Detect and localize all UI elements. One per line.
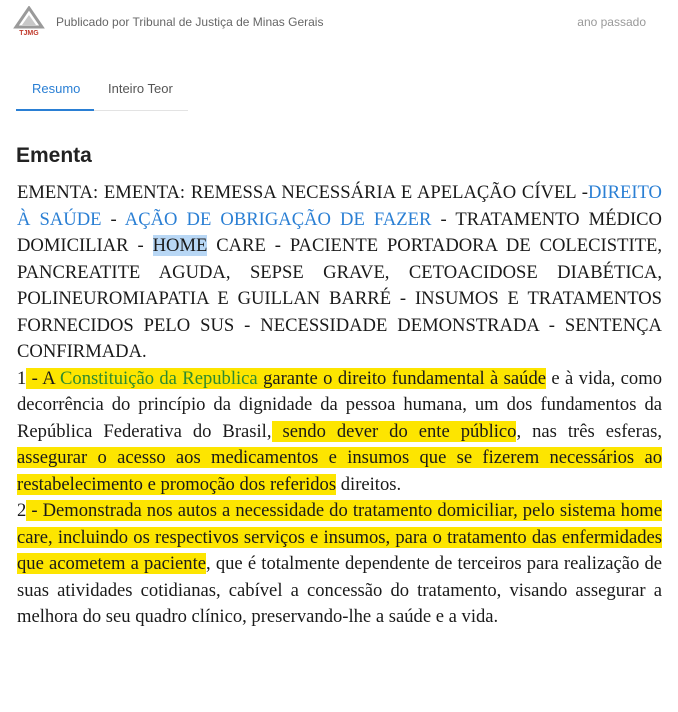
header [0,0,678,46]
svg-text:TJMG: TJMG [19,30,39,36]
tab-resumo[interactable]: Resumo [32,81,81,96]
highlight: sendo dever do ente público [271,420,517,442]
ementa-paragraph-1: 1 - A Constituição da Republica garante o direito fundamental à saúde e à vida, como decorrência do princípio da dignidade da pessoa humana, um dos fundamentos da República Federativa do Brasil, sendo dever do ente público, nas três esferas, assegurar o acesso aos medicamentos e insumos que se fizerem necessários ao restabelecimento e promoção dos referidos direitos. [17,367,662,495]
link-acao-de-obrigacao-de-fazer[interactable]: AÇÃO DE OBRIGAÇÃO DE FAZER [124,208,432,230]
tab-inteiro-teor[interactable]: Inteiro Teor [108,81,173,96]
highlight: assegurar o acesso aos medicamentos e insumos que se fizerem necessários ao restabelecimento e promoção dos referidos [17,447,662,495]
ementa-text [17,180,662,631]
highlight: - A Constituição da Republica garante o direito fundamental à saúde [26,367,547,389]
active-tab-indicator [16,109,94,111]
publish-time: ano passado [577,15,646,29]
section-title: Ementa [16,144,92,167]
ementa-paragraph-2: 2 - Demonstrada nos autos a necessidade do tratamento domiciliar, pelo sistema home care, incluindo os respectivos serviços e insumos, para o tratamento das enfermidades que acometem a paciente, que é totalmente dependente de terceiros para realização de suas atividades cotidianas, cabível a concessão do tratamento, visando assegurar a melhora do seu quadro clínico, preservando-lhe a saúde e a vida. [17,500,662,627]
selected-text-home: HOME [152,235,208,256]
ementa-paragraph-0: EMENTA: EMENTA: REMESSA NECESSÁRIA E APELAÇÃO CÍVEL -DIREITO À SAÚDE - AÇÃO DE OBRIGAÇÃO DE FAZER - TRATAMENTO MÉDICO DOMICILIAR - HOME CARE - PACIENTE PORTADORA DE COLECISTITE, PANCREATITE AGUDA, SEPSE GRAVE, CETOACIDOSE DIABÉTICA, POLINEUROMIAPATIA E GUILLAN BARRÉ - INSUMOS E TRATAMENTOS FORNECIDOS PELO SUS - NECESSIDADE DEMONSTRADA - SENTENÇA CONFIRMADA. [17,182,662,362]
link-constituicao-da-republica[interactable]: Constituição da Republica [60,367,258,389]
highlight: - Demonstrada nos autos a necessidade do tratamento domiciliar, pelo sistema home care, incluindo os respectivos serviços e insumos, para o tratamento das enfermidades que acometem a paciente [17,500,662,574]
tjmg-logo-icon [13,6,45,36]
link-direito-a-saude[interactable]: DIREITO À SAÚDE [17,182,662,230]
publisher-label: Publicado por Tribunal de Justiça de Minas Gerais [56,15,324,29]
tab-bar [16,72,188,111]
